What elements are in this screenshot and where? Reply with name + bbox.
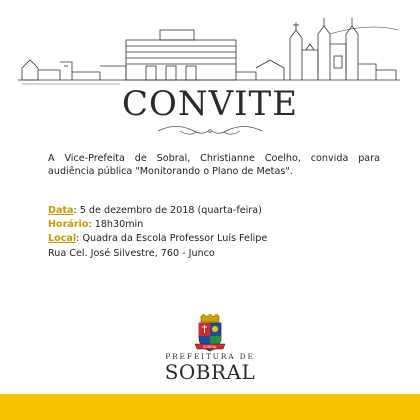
address-row: Rua Cel. José Silvestre, 760 - Junco [48, 247, 215, 259]
date-label: Data [48, 205, 74, 216]
time-label: Horário [48, 219, 89, 231]
footer-yellow-bar [0, 394, 420, 420]
invitation-text: A Vice-Prefeita de Sobral, Christianne Coelho, convida para audiência pública "Monitorando o Plano de Metas". [48, 153, 380, 177]
prefeitura-label: PREFEITURA DE [165, 352, 255, 361]
time-value: : 18h30min [88, 219, 144, 231]
city-name-logo: SOBRAL [164, 360, 256, 384]
city-skyline-illustration [0, 0, 420, 92]
page-title: CONVITE [121, 84, 299, 124]
event-details [48, 204, 388, 261]
place-row [48, 232, 388, 246]
date-value: : 5 de dezembro de 2018 (quarta-feira) [73, 205, 262, 216]
crest-ribbon-text: SOBRAL [203, 345, 217, 349]
flourish-divider-icon [150, 122, 270, 140]
date-row [48, 204, 388, 218]
time-row [48, 218, 388, 232]
place-value: : Quadra da Escola Professor Luís Felipe [76, 233, 268, 245]
place-label: Local [48, 233, 77, 245]
coat-of-arms-icon [193, 314, 227, 354]
